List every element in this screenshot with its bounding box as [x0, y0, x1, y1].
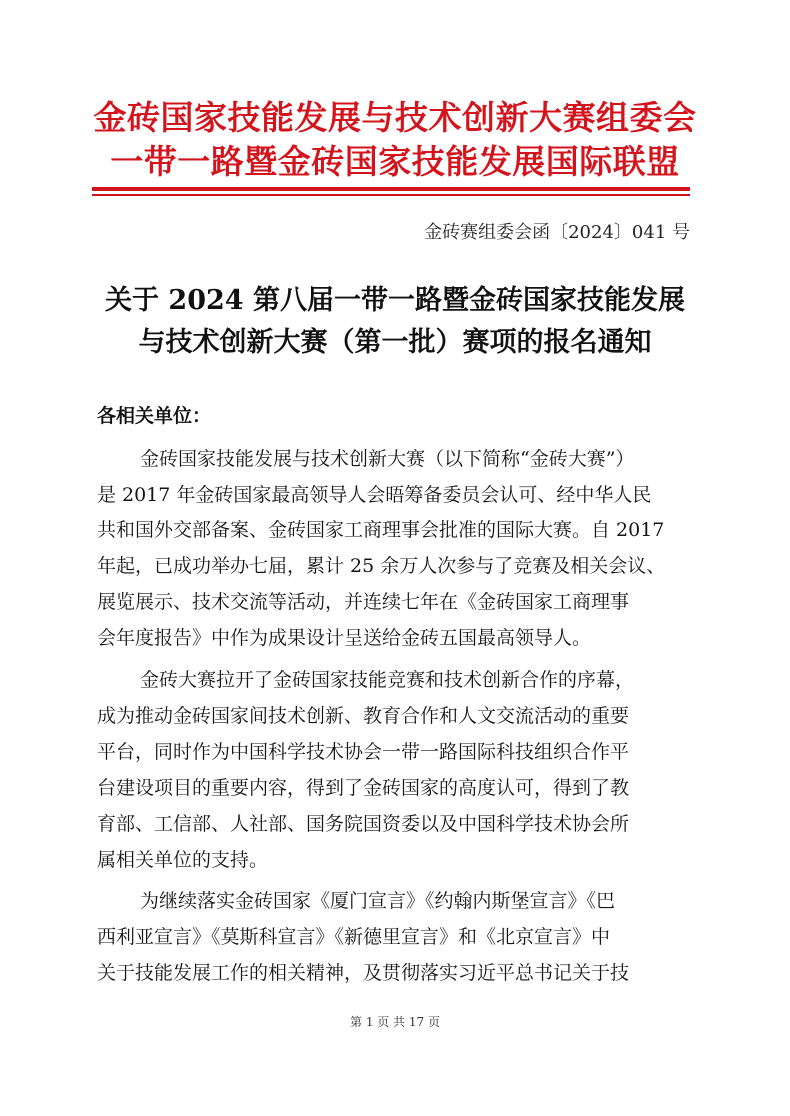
body-line: 为继续落实金砖国家《厦门宣言》《约翰内斯堡宣言》《巴 [140, 890, 616, 912]
body-line: 展览展示、技术交流等活动，并连续七年在《金砖国家工商理事 [97, 591, 630, 613]
body-line: 成为推动金砖国家间技术创新、教育合作和人文交流活动的重要 [97, 705, 630, 727]
document-reference-number: 金砖赛组委会函〔2024〕041 号 [424, 222, 690, 243]
letterhead-line-2: 一带一路暨金砖国家技能发展国际联盟 [110, 142, 680, 181]
notice-title-line-2: 与技术创新大赛（第一批）赛项的报名通知 [138, 327, 652, 358]
body-line: 金砖国家技能发展与技术创新大赛（以下简称“金砖大赛”） [140, 448, 635, 470]
page-footer: 第 1 页 共 17 页 [350, 1015, 440, 1029]
body-line: 西利亚宣言》《莫斯科宣言》《新德里宣言》和《北京宣言》中 [97, 926, 611, 948]
body-line: 平台，同时作为中国科学技术协会一带一路国际科技组织合作平 [97, 741, 630, 763]
body-line: 育部、工信部、人社部、国务院国资委以及中国科学技术协会所 [97, 813, 630, 835]
notice-title-line-1: 关于 2024 第八届一带一路暨金砖国家技能发展 [105, 285, 685, 316]
body-line: 金砖大赛拉开了金砖国家技能竞赛和技术创新合作的序幕， [140, 669, 635, 691]
salutation: 各相关单位： [97, 405, 212, 427]
body-line: 关于技能发展工作的相关精神，及贯彻落实习近平总书记关于技 [97, 962, 630, 984]
letterhead-rule-thin [92, 194, 690, 196]
body-line: 台建设项目的重要内容，得到了金砖国家的高度认可，得到了教 [97, 777, 630, 799]
body-line: 是 2017 年金砖国家最高领导人会晤筹备委员会认可、经中华人民 [97, 484, 652, 506]
body-line: 年起，已成功举办七届，累计 25 余万人次参与了竞赛及相关会议、 [97, 555, 666, 577]
body-line: 会年度报告》中作为成果设计呈送给金砖五国最高领导人。 [97, 627, 592, 649]
body-line: 属相关单位的支持。 [97, 849, 269, 871]
letterhead-line-1: 金砖国家技能发展与技术创新大赛组委会 [93, 98, 697, 137]
letterhead-rule-thick [92, 187, 690, 191]
body-line: 共和国外交部备案、金砖国家工商理事会批准的国际大赛。自 2017 [97, 519, 665, 541]
